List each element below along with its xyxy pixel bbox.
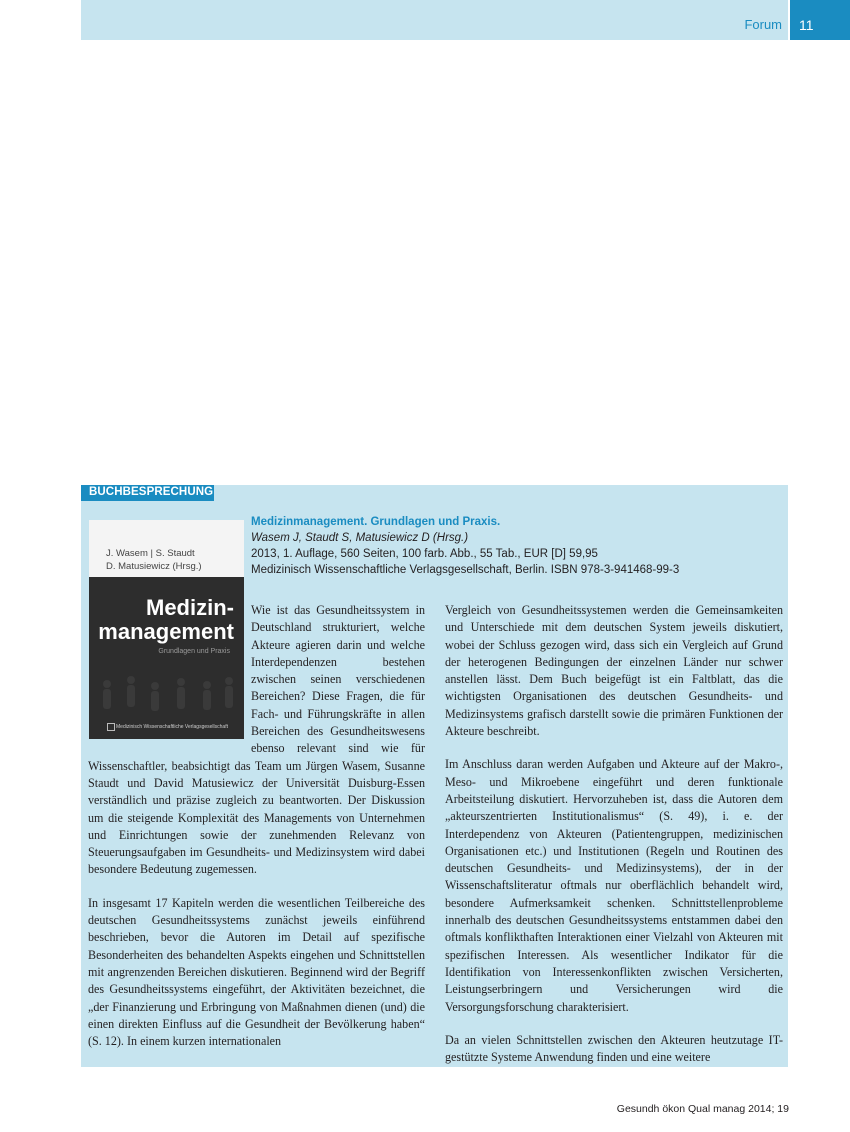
cover-wrap-space <box>88 602 251 742</box>
page-header <box>81 0 788 40</box>
paragraph: Wie ist das Gesundheitssystem in Deutschland strukturiert, welche Akteure agieren darin und welche Interdependenzen bestehen zwischen seinen verschiedenen Bereichen? Diese Fragen, die für Fach- und Führungskräfte in allen Bereichen des Gesundheitswesens ebenso relevant sind wie für Wissenschaftler, beabsichtigt das Team um Jürgen Wasem, Susanne Staudt und David Matusiewicz der Universität Duisburg-Essen verständlich und präzise zugleich zu beantworten. Der Diskussion um die steigende Komplexität des Managements von Unternehmen und Einrichtungen sowie der zunehmenden Relevanz von Steuerungsaufgaben im Gesundheits- und Medizinsystem wird dabei besondere Bedeutung zugemessen. <box>88 603 425 877</box>
text-column-right <box>445 602 783 1082</box>
cover-publisher: Medizinisch Wissenschaftliche Verlagsgesellschaft <box>116 724 228 730</box>
book-authors: Wasem J, Staudt S, Matusiewicz D (Hrsg.) <box>251 532 469 544</box>
cover-authors <box>106 547 202 573</box>
book-info <box>251 514 781 578</box>
paragraph: In insgesamt 17 Kapiteln werden die wesentlichen Teilbereiche des deutschen Gesundheitssystems zunächst jeweils einführend beschrieben, bevor die Autoren im Detail auf spezifische Besonderheiten des behandelten Aspekts eingehen und Schnittstellen mit angrenzenden Bereichen diskutieren. Beginnend wird der Begriff des Gesundheitssystems eingeführt, der Aktivitäten bezeichnet, die „der Finanzierung und Erbringung von Maßnahmen dienen (und) die einen direkten Einfluss auf die Gesundheit der Bevölkerung haben“ (S. 12). In einem kurzen internationalen <box>88 895 425 1049</box>
book-title: Medizinmanagement. Grundlagen und Praxis. <box>251 516 501 528</box>
page-number: 11 <box>790 0 850 40</box>
paragraph: Im Anschluss daran werden Aufgaben und Akteure auf der Makro-, Meso- und Mikroebene eingeführt und deren funktionale Arbeitsteilung diskutiert. Hervorzuheben ist, dass die Autoren dem „akteurszentrierten Institutionalismus“ (S. 49), i. e. der Interdependenz von Akteuren (Patientengruppen, medizinischen Organisationen etc.) und Institutionen (Regeln und Routinen des deutschen Gesundheits- und Medizinsystems), der in der Wissenschaftsliteratur oftmals nur oberflächlich behandelt wird, besondere Aufmerksamkeit schenken. Schnittstellenprobleme innerhalb des deutschen Gesundheitssystems entstammen dabei den oftmals konflikthaften Interaktionen einer Vielzahl von Akteuren mit spezifischen Interessen. Als wesentlicher Indikator für die Identifikation von Interessenkonflikten zwischen Versicherten, Leistungserbringern und Versicherungen wird die Versorgungsforschung charakterisiert. <box>445 757 783 1014</box>
book-review-box <box>81 485 788 1067</box>
book-details: 2013, 1. Auflage, 560 Seiten, 100 farb. Abb., 55 Tab., EUR [D] 59,95 <box>251 548 598 560</box>
book-publisher: Medizinisch Wissenschaftliche Verlagsgesellschaft, Berlin. ISBN 978-3-941468-99-3 <box>251 564 680 576</box>
cover-authors-line1: J. Wasem | S. Staudt <box>106 548 195 559</box>
journal-citation: Gesundh ökon Qual manag 2014; 19 <box>616 1103 789 1115</box>
paragraph: Vergleich von Gesundheitssystemen werden die Gemeinsamkeiten und Unterschiede mit dem deutschen System jeweils diskutiert, wobei der Schluss gezogen wird, dass sich ein Vergleich auf Grund der heterogenen Bedingungen der einzelnen Länder nur schwer anstellen lässt. Dem Buch beigefügt ist ein Faltblatt, das die wichtigsten Organisationen des deutschen Gesundheits- und Medizinsystems grafisch darstellt sowie die primären Funktionen der Akteure beschreibt. <box>445 603 783 739</box>
text-column-left <box>88 602 425 1066</box>
cover-subtitle: Grundlagen und Praxis <box>158 648 230 655</box>
paragraph: Da an vielen Schnittstellen zwischen den Akteuren heutzutage IT-gestützte Systeme Anwendung finden und eine weitere <box>445 1032 783 1065</box>
review-tag: BUCHBESPRECHUNG <box>81 485 214 501</box>
cover-title-line2: management <box>98 619 234 644</box>
cover-header <box>89 520 244 577</box>
cover-authors-line2: D. Matusiewicz (Hrsg.) <box>106 561 202 572</box>
cover-title-line1: Medizin- <box>146 595 234 620</box>
section-label: Forum <box>744 17 782 32</box>
